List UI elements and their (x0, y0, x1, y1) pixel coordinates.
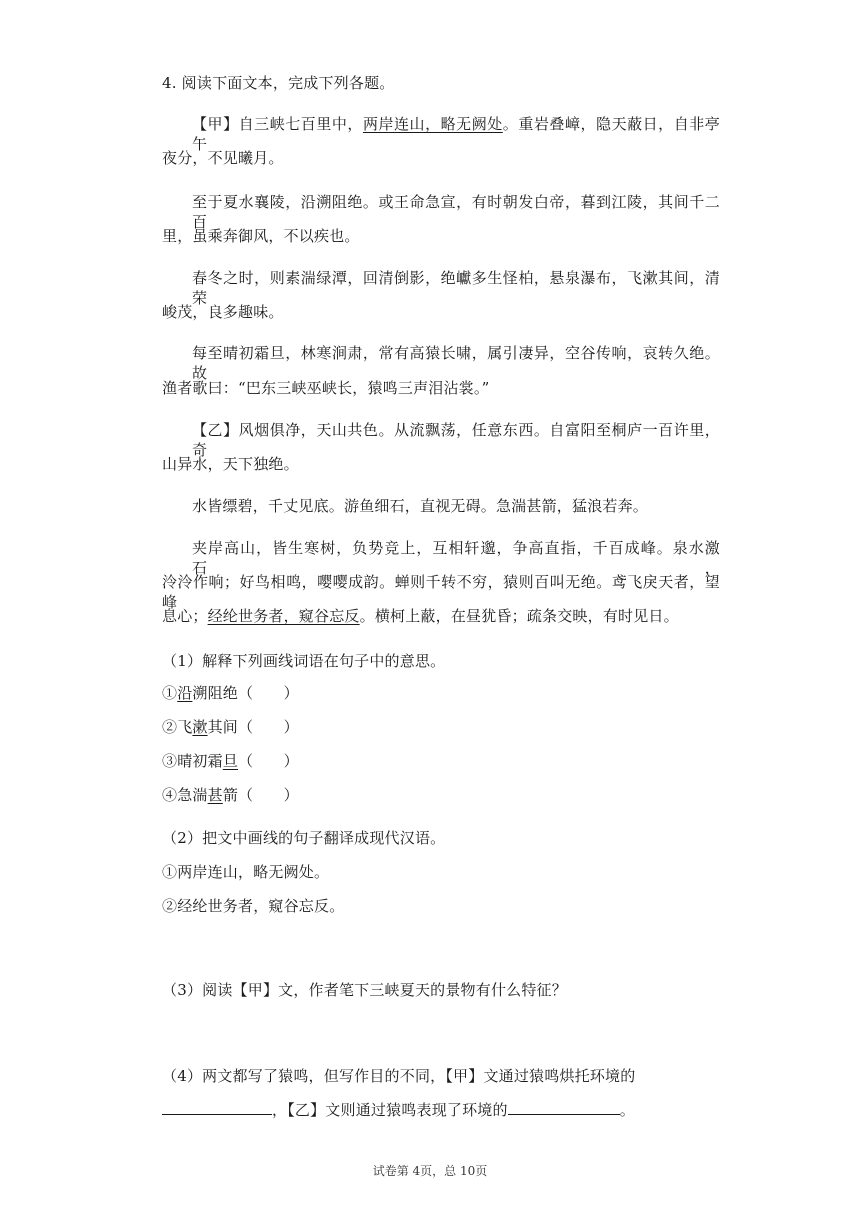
answer-blank[interactable]: （ ） (238, 684, 299, 702)
q1-item: ①沿溯阻绝（ ） (162, 684, 299, 702)
q2-item: ①两岸连山，略无阙处。 (162, 863, 330, 881)
jia-paragraph-1-line-2: 夜分，不见曦月。 (162, 149, 284, 167)
q1-item: ②飞漱其间（ ） (162, 718, 299, 736)
q2-item: ②经纶世务者，窥谷忘反。 (162, 897, 345, 915)
jia-paragraph-4-line-2: 渔者歌曰：“巴东三峡巫峡长，猿鸣三声泪沾裳。” (162, 379, 490, 397)
answer-blank-1[interactable] (162, 1100, 272, 1115)
jia-paragraph-3-line-2: 峻茂，良多趣味。 (162, 303, 284, 321)
yi-paragraph-3-line-2: 泠泠作响；好鸟相鸣，嘤嘤成韵。蝉则千转不穷，猿则百叫无绝。鸢飞戾天者，望峰 (162, 573, 720, 611)
jia-paragraph-2-line-2: 里，虽乘奔御风，不以疾也。 (162, 227, 360, 245)
page-footer: 试卷第 4页，总 10页 (372, 1164, 488, 1178)
jia-paragraph-2-line-1: 至于夏水襄陵，沿溯阻绝。或王命急宣，有时朝发白帝，暮到江陵，其间千二百 (192, 193, 720, 231)
answer-blank-2[interactable] (508, 1100, 620, 1115)
q2-prompt: （2）把文中画线的句子翻译成现代汉语。 (162, 829, 446, 847)
underlined-sentence-yi: 经纶世务者，窥谷忘反 (207, 607, 360, 625)
q4-line-2: ，【乙】文则通过猿鸣表现了环境的 。 (162, 1100, 635, 1120)
underlined-sentence-jia: 两岸连山，略无阙处 (362, 115, 503, 133)
yi-paragraph-1-line-1: 【乙】风烟俱净，天山共色。从流飘荡，任意东西。自富阳至桐庐一百许里，奇 (192, 421, 720, 459)
q1-prompt: （1）解释下列画线词语在句子中的意思。 (162, 652, 446, 670)
yi-paragraph-3-line-3: 息心；经纶世务者，窥谷忘反。横柯上蔽，在昼犹昏；疏条交映，有时见日。 (162, 607, 679, 625)
question-title: 4. 阅读下面文本，完成下列各题。 (162, 74, 395, 92)
answer-blank[interactable]: （ ） (238, 786, 299, 804)
jia-paragraph-1-line-1: 【甲】自三峡七百里中，两岸连山，略无阙处。重岩叠嶂，隐天蔽日，自非亭午 (192, 115, 720, 153)
answer-blank[interactable]: （ ） (238, 718, 299, 736)
yi-paragraph-1-line-2: 山异水，天下独绝。 (162, 455, 299, 473)
q3-prompt: （3）阅读【甲】文，作者笔下三峡夏天的景物有什么特征？ (162, 981, 567, 999)
yi-paragraph-3-line-1: 夹岸高山，皆生寒树，负势竞上，互相轩邈，争高直指，千百成峰。泉水激石， (192, 539, 720, 577)
q1-item: ③晴初霜旦（ ） (162, 752, 299, 770)
q4-line-1: （4）两文都写了猿鸣，但写作目的不同，【甲】文通过猿鸣烘托环境的 (162, 1067, 636, 1085)
q1-item: ④急湍甚箭（ ） (162, 786, 299, 804)
jia-paragraph-3-line-1: 春冬之时，则素湍绿潭，回清倒影，绝巘多生怪柏，悬泉瀑布，飞漱其间，清荣 (192, 269, 720, 307)
yi-paragraph-2-line-1: 水皆缥碧，千丈见底。游鱼细石，直视无碍。急湍甚箭，猛浪若奔。 (192, 497, 649, 515)
answer-blank[interactable]: （ ） (238, 752, 299, 770)
jia-paragraph-4-line-1: 每至晴初霜旦，林寒涧肃，常有高猿长啸，属引凄异，空谷传响，哀转久绝。故 (192, 344, 720, 382)
